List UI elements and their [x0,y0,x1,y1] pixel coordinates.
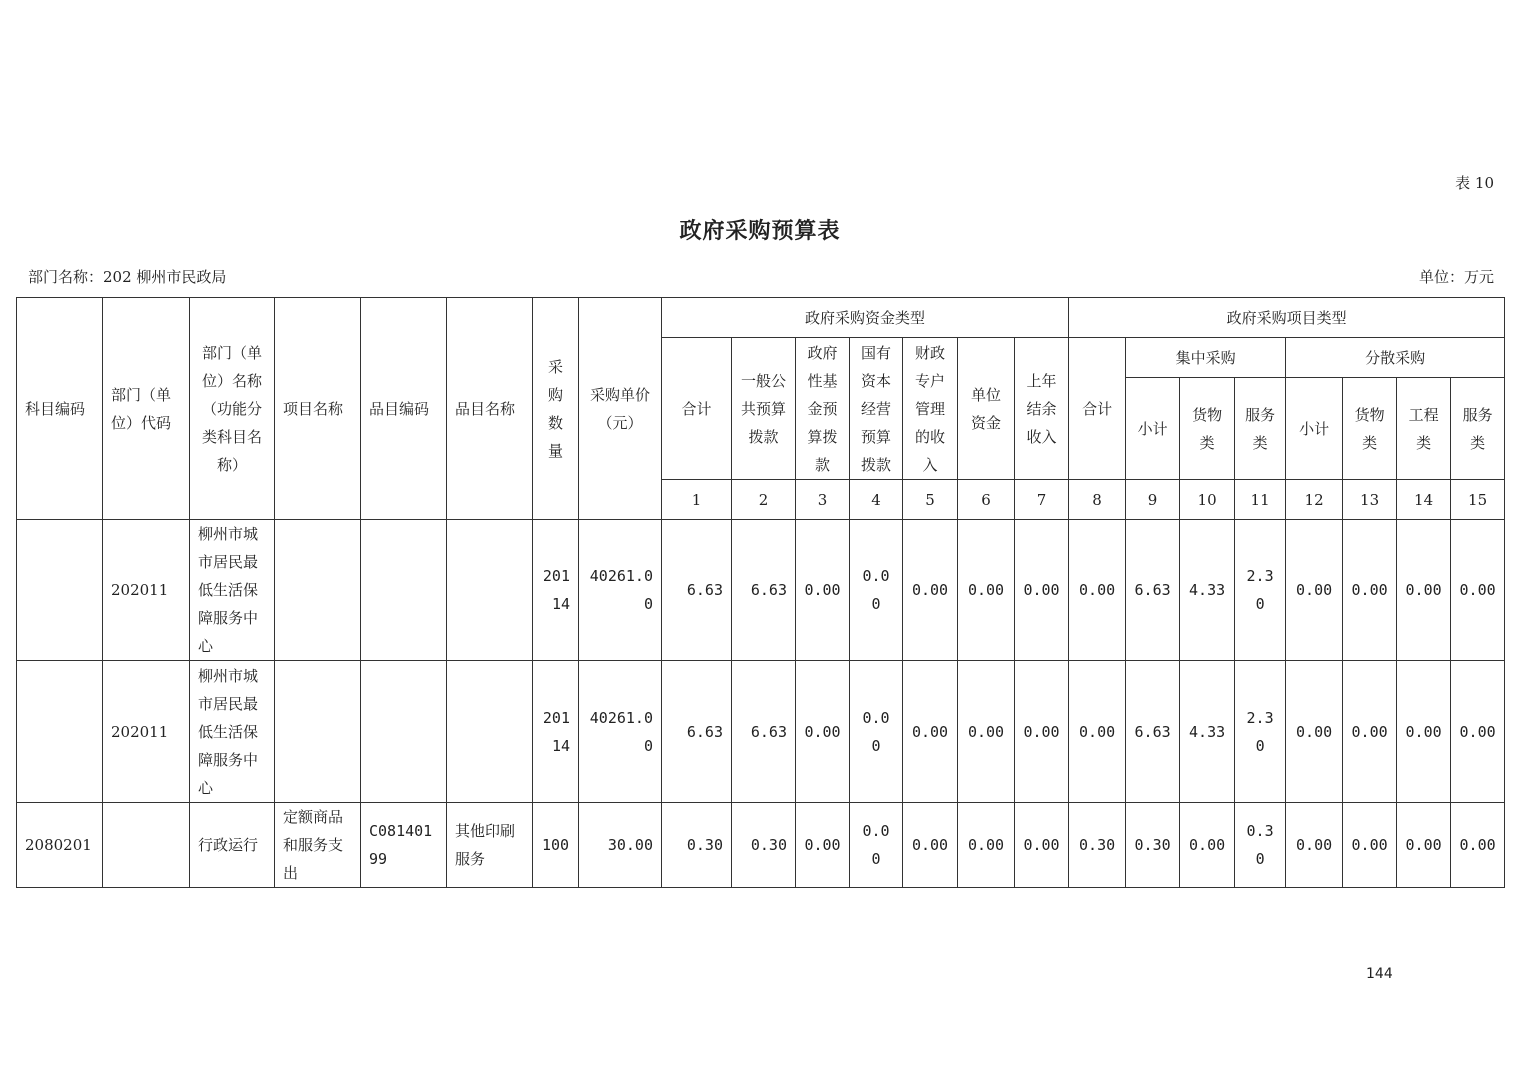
cell-value: 0.00 [1397,520,1451,661]
header-d-service: 服务类 [1451,378,1505,480]
cell-value: 0.00 [1343,520,1397,661]
cell-value: 0.00 [1451,661,1505,803]
cell-value: 2.30 [1235,661,1286,803]
col-number: 14 [1397,480,1451,520]
header-d-works: 工程类 [1397,378,1451,480]
cell-value: 6.63 [662,661,732,803]
cell-dept-name: 行政运行 [190,803,275,888]
cell-dept-code: 202011 [103,661,190,803]
cell-quantity: 20114 [533,661,579,803]
cell-value: 0.00 [850,803,903,888]
cell-value: 4.33 [1180,661,1235,803]
header-d-goods: 货物类 [1343,378,1397,480]
cell-value: 6.63 [1126,661,1180,803]
cell-value: 0.00 [1069,520,1126,661]
table-number: 表 10 [1455,174,1494,192]
cell-unit-price: 40261.00 [579,661,662,803]
cell-value: 0.00 [1343,661,1397,803]
cell-dept-code: 202011 [103,520,190,661]
cell-value: 0.00 [1397,661,1451,803]
cell-value: 0.00 [958,520,1015,661]
cell-dept-name: 柳州市城市居民最低生活保障服务中心 [190,520,275,661]
col-number: 10 [1180,480,1235,520]
table-row [17,661,1505,803]
header-c-goods: 货物类 [1180,378,1235,480]
header-last-year: 上年结余收入 [1015,338,1069,480]
cell-value: 0.00 [1397,803,1451,888]
header-item-name: 品目名称 [447,298,533,520]
cell-value: 0.30 [732,803,796,888]
cell-item-name [447,661,533,803]
col-number: 3 [796,480,850,520]
col-number: 15 [1451,480,1505,520]
header-item-code: 品目编码 [361,298,447,520]
cell-value: 0.00 [796,520,850,661]
cell-quantity: 20114 [533,520,579,661]
cell-value: 4.33 [1180,520,1235,661]
cell-subject-code: 2080201 [17,803,103,888]
cell-unit-price: 40261.00 [579,520,662,661]
col-number: 13 [1343,480,1397,520]
cell-value: 0.00 [1451,520,1505,661]
header-c-service: 服务类 [1235,378,1286,480]
col-number: 9 [1126,480,1180,520]
table-row [17,520,1505,661]
cell-value: 6.63 [1126,520,1180,661]
department-name: 部门名称：202 柳州市民政局 [28,268,227,286]
cell-value: 0.00 [1015,520,1069,661]
cell-value: 0.00 [1451,803,1505,888]
cell-value: 6.63 [732,661,796,803]
cell-value: 0.00 [1286,803,1343,888]
cell-value: 6.63 [732,520,796,661]
cell-value: 0.00 [1180,803,1235,888]
cell-value: 0.00 [850,661,903,803]
cell-value: 0.00 [1069,661,1126,803]
col-number: 11 [1235,480,1286,520]
header-project-type: 政府采购项目类型 [1069,298,1505,338]
cell-item-name: 其他印刷服务 [447,803,533,888]
header-dept-name: 部门（单位）名称（功能分类科目名称） [190,298,275,520]
cell-unit-price: 30.00 [579,803,662,888]
col-number: 2 [732,480,796,520]
cell-item-name [447,520,533,661]
col-number: 7 [1015,480,1069,520]
cell-value: 0.00 [796,661,850,803]
cell-value: 0.00 [958,661,1015,803]
cell-item-code [361,661,447,803]
col-number: 4 [850,480,903,520]
cell-project-name: 定额商品和服务支出 [275,803,361,888]
cell-item-code [361,520,447,661]
procurement-budget-table [16,297,1505,888]
col-number: 8 [1069,480,1126,520]
header-state-capital: 国有资本经营预算拨款 [850,338,903,480]
cell-value: 6.63 [662,520,732,661]
header-d-subtotal: 小计 [1286,378,1343,480]
cell-item-code: C08140199 [361,803,447,888]
cell-project-name [275,661,361,803]
cell-quantity: 100 [533,803,579,888]
header-c-subtotal: 小计 [1126,378,1180,480]
cell-value: 0.00 [903,520,958,661]
header-general-budget: 一般公共预算拨款 [732,338,796,480]
cell-value: 0.00 [903,803,958,888]
cell-value: 0.00 [1286,661,1343,803]
cell-dept-code [103,803,190,888]
cell-value: 0.30 [662,803,732,888]
col-number: 12 [1286,480,1343,520]
cell-value: 0.00 [850,520,903,661]
header-central: 集中采购 [1126,338,1286,378]
cell-value: 0.00 [958,803,1015,888]
header-dept-code: 部门（单位）代码 [103,298,190,520]
col-number: 5 [903,480,958,520]
header-quantity: 采购数量 [533,298,579,520]
cell-value: 0.00 [796,803,850,888]
header-subject-code: 科目编码 [17,298,103,520]
col-number: 6 [958,480,1015,520]
header-fund-type: 政府采购资金类型 [662,298,1069,338]
header-proj-total: 合计 [1069,338,1126,480]
header-gov-fund: 政府性基金预算拨款 [796,338,850,480]
table-row [17,803,1505,888]
col-number: 1 [662,480,732,520]
header-project-name: 项目名称 [275,298,361,520]
cell-subject-code [17,520,103,661]
cell-project-name [275,520,361,661]
cell-value: 0.30 [1235,803,1286,888]
cell-value: 0.00 [1343,803,1397,888]
header-fiscal-special: 财政专户管理的收入 [903,338,958,480]
cell-value: 0.00 [1015,803,1069,888]
cell-value: 0.30 [1126,803,1180,888]
cell-value: 0.00 [903,661,958,803]
header-unit-fund: 单位资金 [958,338,1015,480]
header-dispersed: 分散采购 [1286,338,1505,378]
cell-subject-code [17,661,103,803]
cell-value: 2.30 [1235,520,1286,661]
cell-value: 0.30 [1069,803,1126,888]
page-title: 政府采购预算表 [679,218,841,244]
header-fund-total: 合计 [662,338,732,480]
cell-dept-name: 柳州市城市居民最低生活保障服务中心 [190,661,275,803]
unit-label: 单位：万元 [1418,268,1494,286]
cell-value: 0.00 [1286,520,1343,661]
page-number: 144 [1366,966,1393,982]
header-unit-price: 采购单价（元） [579,298,662,520]
cell-value: 0.00 [1015,661,1069,803]
